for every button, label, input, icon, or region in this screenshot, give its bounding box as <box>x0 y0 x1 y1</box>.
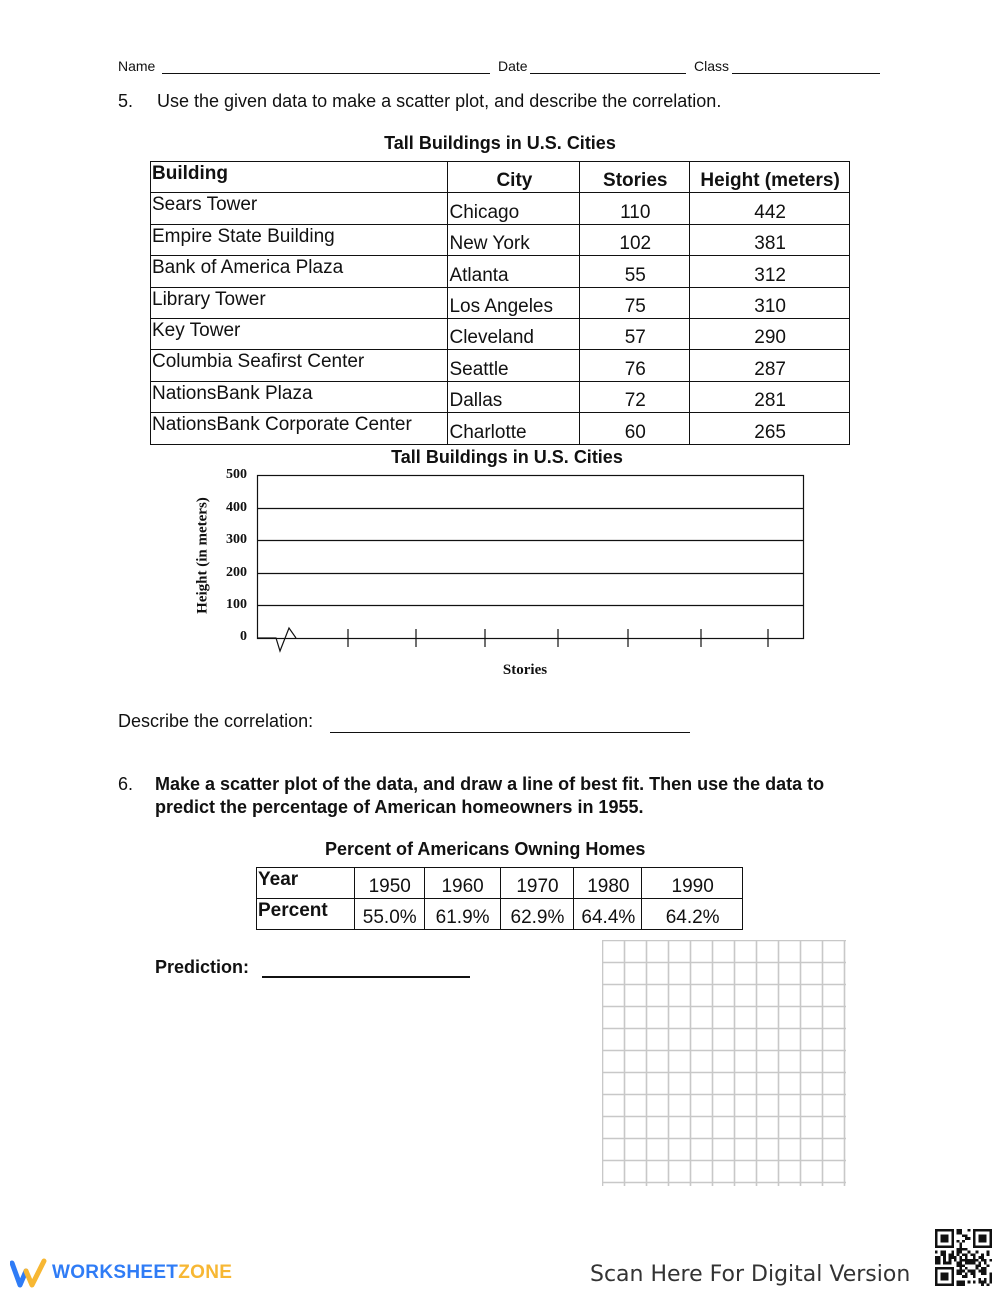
percent-cell: 55.0% <box>354 899 424 930</box>
percent-cell: 64.2% <box>642 899 743 930</box>
col-header-city: City <box>448 162 580 193</box>
col-header-height: Height (meters) <box>690 162 850 193</box>
col-header-building: Building <box>151 162 448 193</box>
year-cell: 1990 <box>642 868 743 899</box>
cell-height: 290 <box>690 318 850 349</box>
brand-name[interactable] <box>52 1262 232 1284</box>
cell-stories: 76 <box>580 350 690 381</box>
homeowners-table <box>256 867 743 930</box>
col-header-stories: Stories <box>580 162 690 193</box>
worksheetzone-logo-icon <box>10 1257 50 1289</box>
graph-paper-grid[interactable] <box>602 940 847 1188</box>
cell-height: 281 <box>690 381 850 412</box>
cell-stories: 60 <box>580 413 690 444</box>
y-tick-label: 0 <box>240 629 247 644</box>
cell-building: Bank of America Plaza <box>151 256 448 287</box>
y-tick-label: 500 <box>226 467 247 482</box>
prediction-field[interactable] <box>262 957 470 978</box>
prediction-label: Prediction: <box>155 957 250 977</box>
y-tick-label: 300 <box>226 532 247 547</box>
cell-city: Charlotte <box>448 413 580 444</box>
cell-height: 442 <box>690 193 850 224</box>
q6-prompt-line1: Make a scatter plot of the data, and draw a line of best fit. Then use the data to <box>155 774 825 794</box>
cell-height: 287 <box>690 350 850 381</box>
cell-city: Atlanta <box>448 256 580 287</box>
cell-stories: 75 <box>580 287 690 318</box>
cell-stories: 102 <box>580 224 690 255</box>
percent-cell: 61.9% <box>424 899 500 930</box>
grid-lines <box>602 940 846 1186</box>
cell-building: Sears Tower <box>151 193 448 224</box>
q6-prompt-line2: predict the percentage of American homeowners in 1955. <box>155 797 644 817</box>
date-label: Date <box>498 58 528 74</box>
scan-text: Scan Here For Digital Version <box>590 1262 911 1287</box>
q6-table-title: Percent of Americans Owning Homes <box>325 839 646 859</box>
cell-building: Columbia Seafirst Center <box>151 350 448 381</box>
year-row-label: Year <box>257 868 355 899</box>
cell-height: 381 <box>690 224 850 255</box>
cell-stories: 72 <box>580 381 690 412</box>
q5-table-title: Tall Buildings in U.S. Cities <box>384 133 616 153</box>
name-label: Name <box>118 58 156 74</box>
percent-cell: 62.9% <box>500 899 574 930</box>
cell-building: Key Tower <box>151 318 448 349</box>
q5-number: 5. <box>118 91 134 111</box>
cell-stories: 57 <box>580 318 690 349</box>
cell-height: 310 <box>690 287 850 318</box>
cell-stories: 110 <box>580 193 690 224</box>
y-axis-label: Height (in meters) <box>194 497 211 614</box>
plot-frame <box>258 476 804 639</box>
cell-height: 312 <box>690 256 850 287</box>
x-axis-label: Stories <box>502 662 548 678</box>
year-cell: 1970 <box>500 868 574 899</box>
table-row <box>257 868 743 899</box>
cell-building: NationsBank Plaza <box>151 381 448 412</box>
class-label: Class <box>694 58 730 74</box>
cell-stories: 55 <box>580 256 690 287</box>
describe-label: Describe the correlation: <box>118 711 314 731</box>
q6-number: 6. <box>118 774 134 794</box>
cell-building: NationsBank Corporate Center <box>151 413 448 444</box>
cell-city: Los Angeles <box>448 287 580 318</box>
cell-city: Dallas <box>448 381 580 412</box>
cell-city: Chicago <box>448 193 580 224</box>
year-cell: 1960 <box>424 868 500 899</box>
cell-height: 265 <box>690 413 850 444</box>
y-tick-label: 400 <box>226 500 247 515</box>
axis-break-mark <box>258 628 297 651</box>
brand-worksheet: WORKSHEET <box>52 1262 179 1283</box>
cell-city: Cleveland <box>448 318 580 349</box>
y-tick-label: 100 <box>226 597 247 612</box>
table-row <box>257 899 743 930</box>
q5-prompt: Use the given data to make a scatter plot, and describe the correlation. <box>157 91 722 111</box>
chart-title: Tall Buildings in U.S. Cities <box>391 447 623 467</box>
cell-building: Empire State Building <box>151 224 448 255</box>
percent-cell: 64.4% <box>574 899 642 930</box>
year-cell: 1950 <box>354 868 424 899</box>
cell-city: Seattle <box>448 350 580 381</box>
y-tick-label: 200 <box>226 565 247 580</box>
cell-city: New York <box>448 224 580 255</box>
cell-building: Library Tower <box>151 287 448 318</box>
year-cell: 1980 <box>574 868 642 899</box>
percent-row-label: Percent <box>257 899 355 930</box>
describe-field[interactable] <box>330 714 690 733</box>
brand-zone: ZONE <box>178 1262 233 1283</box>
qr-code-icon[interactable] <box>935 1229 992 1286</box>
